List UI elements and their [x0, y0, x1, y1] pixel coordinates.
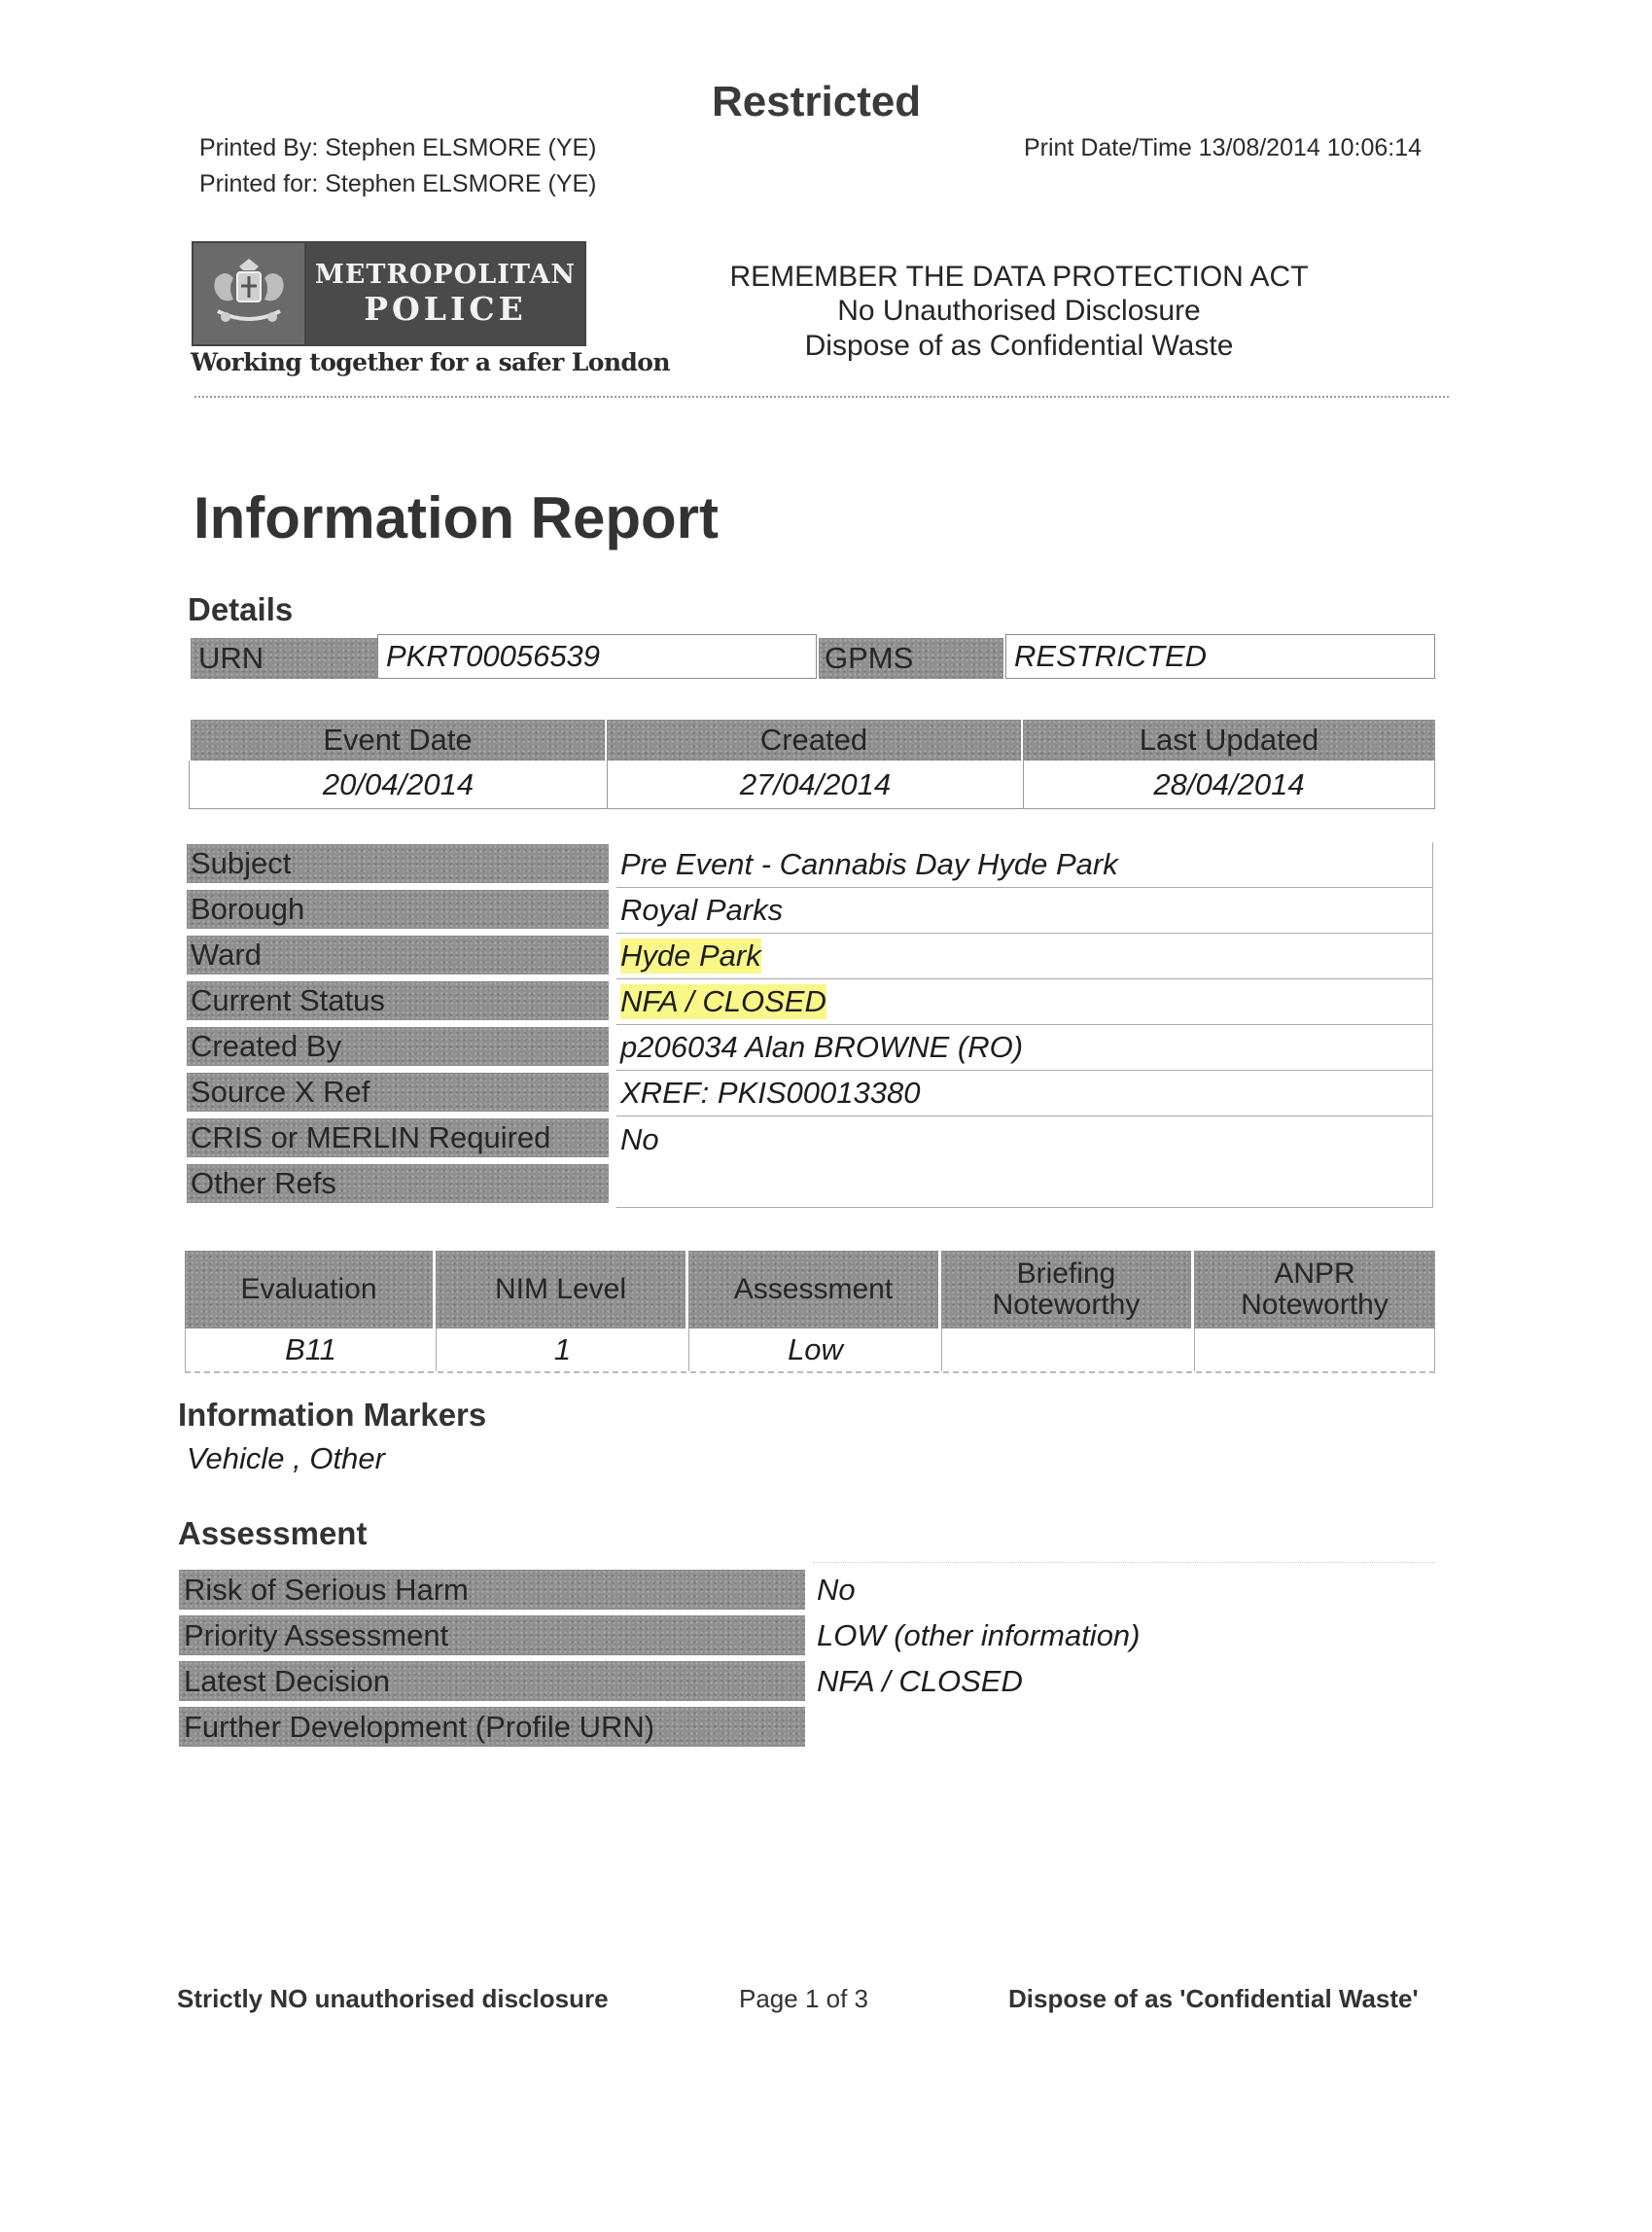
source-x-ref-value: XREF: PKIS00013380: [616, 1071, 1433, 1116]
header-divider: [194, 396, 1449, 398]
report-title: Information Report: [193, 485, 719, 550]
footer-page-number: Page 1 of 3: [739, 1984, 868, 2013]
gpms-label: GPMS: [819, 638, 1003, 679]
latest-decision-value: NFA / CLOSED: [817, 1664, 1023, 1698]
urn-label: URN: [191, 638, 377, 679]
printed-by-text: Printed By: Stephen ELSMORE (YE): [199, 134, 597, 161]
last-updated-value: 28/04/2014: [1023, 761, 1435, 809]
assessment-value: Low: [688, 1329, 941, 1371]
created-header: Created: [607, 720, 1023, 761]
risk-of-serious-harm-label: Risk of Serious Harm: [179, 1570, 805, 1612]
latest-decision-label: Latest Decision: [179, 1661, 805, 1704]
current-status-label: Current Status: [187, 981, 609, 1023]
subject-label: Subject: [187, 844, 609, 886]
risk-of-serious-harm-value: No: [817, 1573, 856, 1607]
briefing-noteworthy-value: [941, 1329, 1194, 1371]
footer-disposal-notice: Dispose of as 'Confidential Waste': [1008, 1984, 1419, 2013]
further-development-label: Further Development (Profile URN): [179, 1707, 805, 1750]
anpr-noteworthy-header: ANPR Noteworthy: [1194, 1251, 1435, 1329]
cris-merlin-label: CRIS or MERLIN Required: [187, 1118, 609, 1160]
anpr-noteworthy-value: [1194, 1329, 1435, 1371]
created-value: 27/04/2014: [607, 761, 1023, 809]
classification-heading: Restricted: [712, 78, 922, 125]
priority-assessment-value: LOW (other information): [817, 1618, 1141, 1652]
information-markers-value: Vehicle , Other: [187, 1441, 385, 1475]
other-refs-label: Other Refs: [187, 1164, 609, 1206]
urn-value: PKRT00056539: [377, 634, 817, 679]
assessment-top-rule: [813, 1562, 1435, 1563]
data-protection-notice-line3: Dispose of as Confidential Waste: [804, 330, 1234, 362]
priority-assessment-label: Priority Assessment: [179, 1615, 805, 1658]
last-updated-header: Last Updated: [1023, 720, 1435, 761]
logo-tagline: Working together for a safer London: [191, 348, 670, 376]
assessment-header: Assessment: [688, 1251, 941, 1329]
created-by-label: Created By: [187, 1027, 609, 1069]
event-date-header: Event Date: [191, 720, 607, 761]
logo-text-line2: POLICE: [364, 290, 527, 328]
print-datetime-text: Print Date/Time 13/08/2014 10:06:14: [1024, 134, 1423, 161]
logo-wordmark: [306, 243, 584, 344]
created-by-value: p206034 Alan BROWNE (RO): [616, 1025, 1433, 1071]
crest-icon: [193, 243, 306, 344]
gpms-value: RESTRICTED: [1005, 634, 1435, 679]
data-protection-notice-line2: No Unauthorised Disclosure: [837, 295, 1201, 327]
data-protection-notice-line1: REMEMBER THE DATA PROTECTION ACT: [729, 261, 1309, 293]
cris-merlin-value: No: [616, 1116, 1433, 1208]
information-markers-title: Information Markers: [178, 1397, 487, 1433]
further-development-value: [813, 1705, 1435, 1750]
borough-label: Borough: [187, 890, 609, 932]
printed-for-text: Printed for: Stephen ELSMORE (YE): [199, 170, 597, 197]
metropolitan-police-logo: [192, 241, 586, 346]
evaluation-table-bottom-rule: [185, 1371, 1435, 1373]
details-section-title: Details: [188, 591, 294, 627]
current-status-value-text: NFA / CLOSED: [620, 984, 826, 1018]
current-status-value: [616, 979, 1433, 1025]
nim-level-value: 1: [436, 1329, 688, 1371]
assessment-section-title: Assessment: [178, 1515, 368, 1551]
evaluation-header: Evaluation: [185, 1251, 436, 1329]
borough-value: Royal Parks: [616, 888, 1433, 934]
event-date-value: 20/04/2014: [189, 761, 607, 809]
footer-disclosure-notice: Strictly NO unauthorised disclosure: [177, 1984, 609, 2013]
ward-value: [616, 934, 1433, 979]
briefing-noteworthy-header: Briefing Noteworthy: [941, 1251, 1194, 1329]
source-x-ref-label: Source X Ref: [187, 1073, 609, 1115]
logo-text-line1: METROPOLITAN: [314, 260, 577, 290]
subject-value: Pre Event - Cannabis Day Hyde Park: [616, 842, 1433, 888]
ward-value-text: Hyde Park: [620, 939, 761, 973]
ward-label: Ward: [187, 936, 609, 977]
nim-level-header: NIM Level: [436, 1251, 688, 1329]
evaluation-value: B11: [185, 1329, 436, 1371]
